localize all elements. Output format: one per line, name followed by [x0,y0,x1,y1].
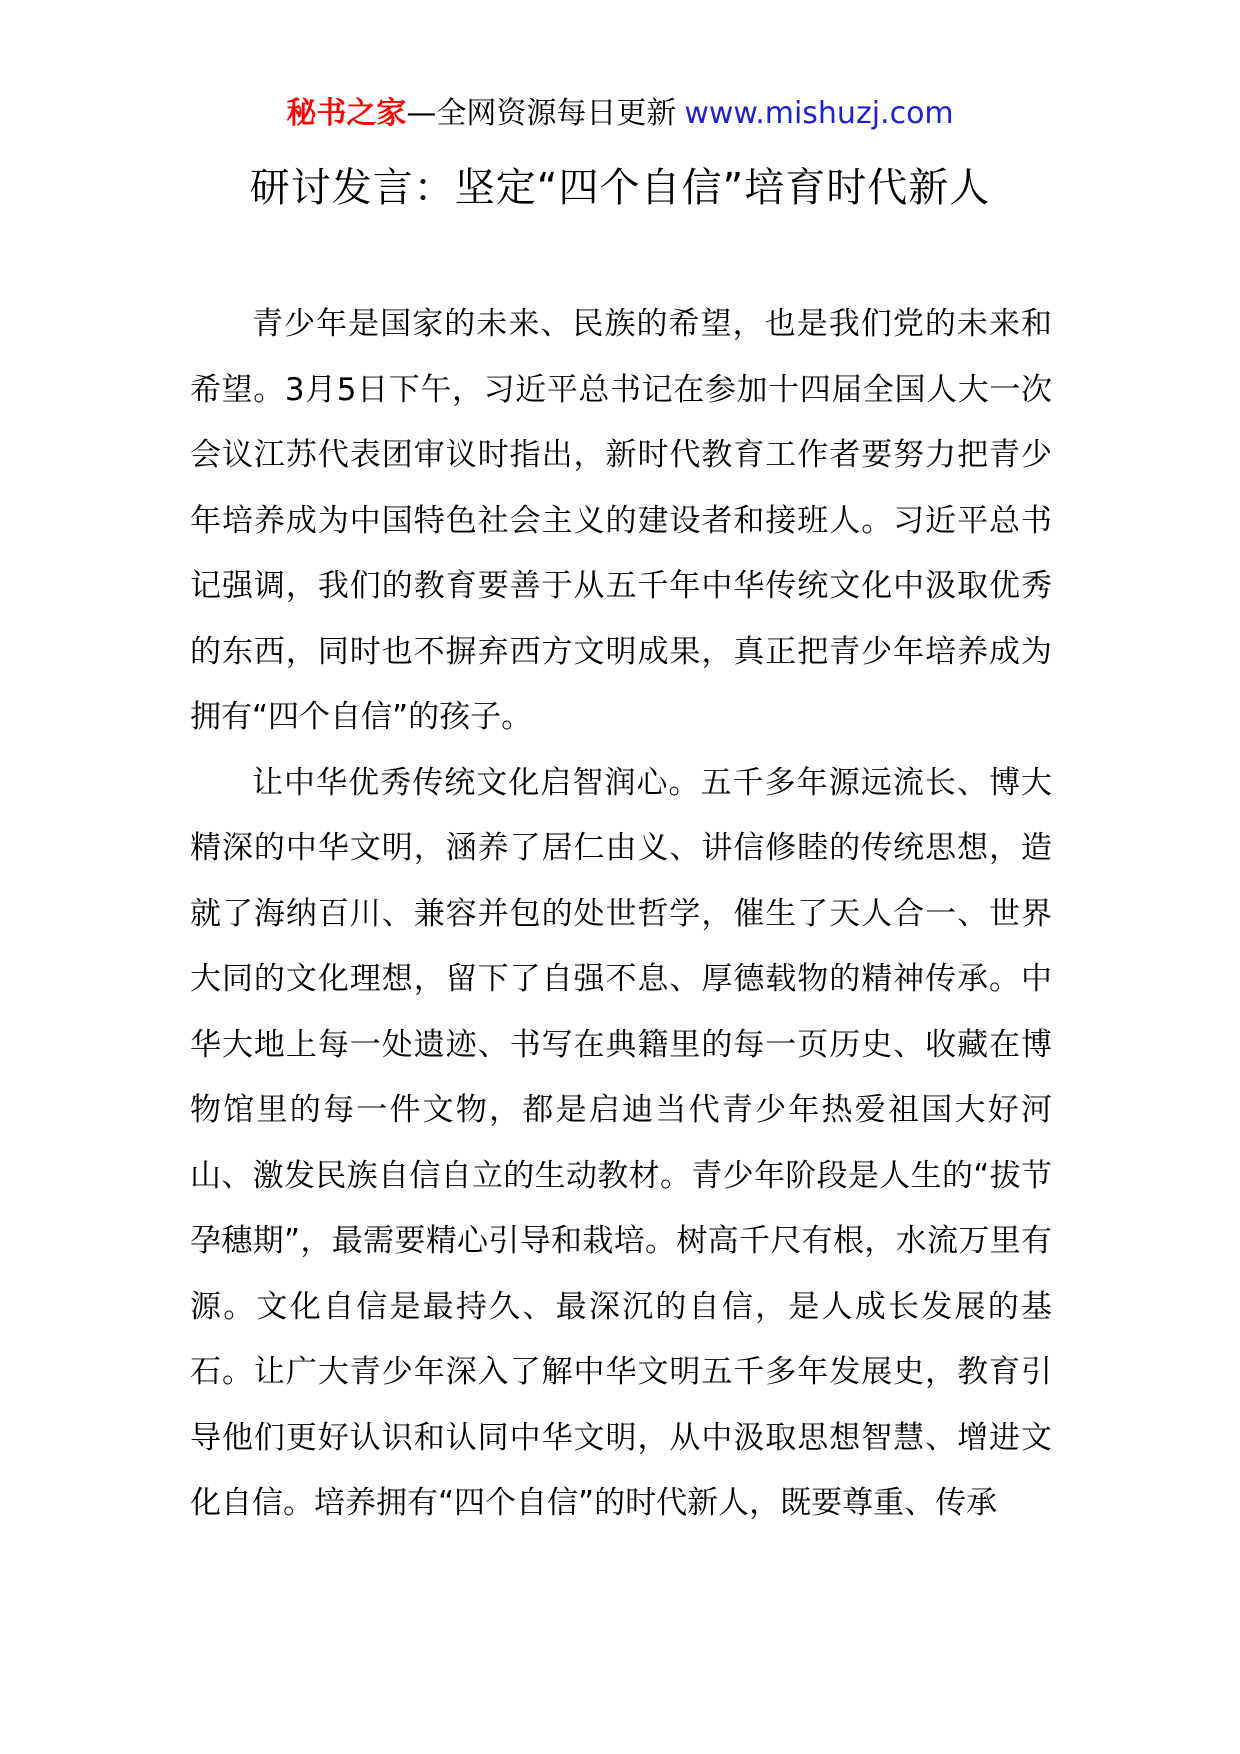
site-header [0,94,1240,134]
paragraph-1: 青少年是国家的未来、民族的希望，也是我们党的未来和希望。3月5日下午，习近平总书记在参加十四届全国人大一次会议江苏代表团审议时指出，新时代教育工作者要努力把青少年培养成为中国特色社会主义的建设者和接班人。习近平总书记强调，我们的教育要善于从五千年中华传统文化中汲取优秀的东西，同时也不摒弃西方文明成果，真正把青少年培养成为拥有“四个自信”的孩子。 [190,306,1052,735]
site-url-link[interactable]: www.mishuzj.com [684,96,954,131]
site-tagline: —全网资源每日更新 [406,96,677,131]
document-title: 研讨发言：坚定“四个自信”培育时代新人 [249,165,991,211]
paragraph-2: 让中华优秀传统文化启智润心。五千多年源远流长、博大精深的中华文明，涵养了居仁由义、讲信修睦的传统思想，造就了海纳百川、兼容并包的处世哲学，催生了天人合一、世界大同的文化理想，留下了自强不息、厚德载物的精神传承。中华大地上每一处遗迹、书写在典籍里的每一页历史、收藏在博物馆里的每一件文物，都是启迪当代青少年热爱祖国大好河山、激发民族自信自立的生动教材。青少年阶段是人生的“拔节孕穗期”，最需要精心引导和栽培。树高千尺有根，水流万里有源。文化自信是最持久、最深沉的自信，是人成长发展的基石。让广大青少年深入了解中华文明五千多年发展史，教育引导他们更好认识和认同中华文明，从中汲取思想智慧、增进文化自信。培养拥有“四个自信”的时代新人，既要尊重、传承 [190,764,1052,1521]
brand-name: 秘书之家 [286,96,407,131]
document-body [190,292,1052,1537]
